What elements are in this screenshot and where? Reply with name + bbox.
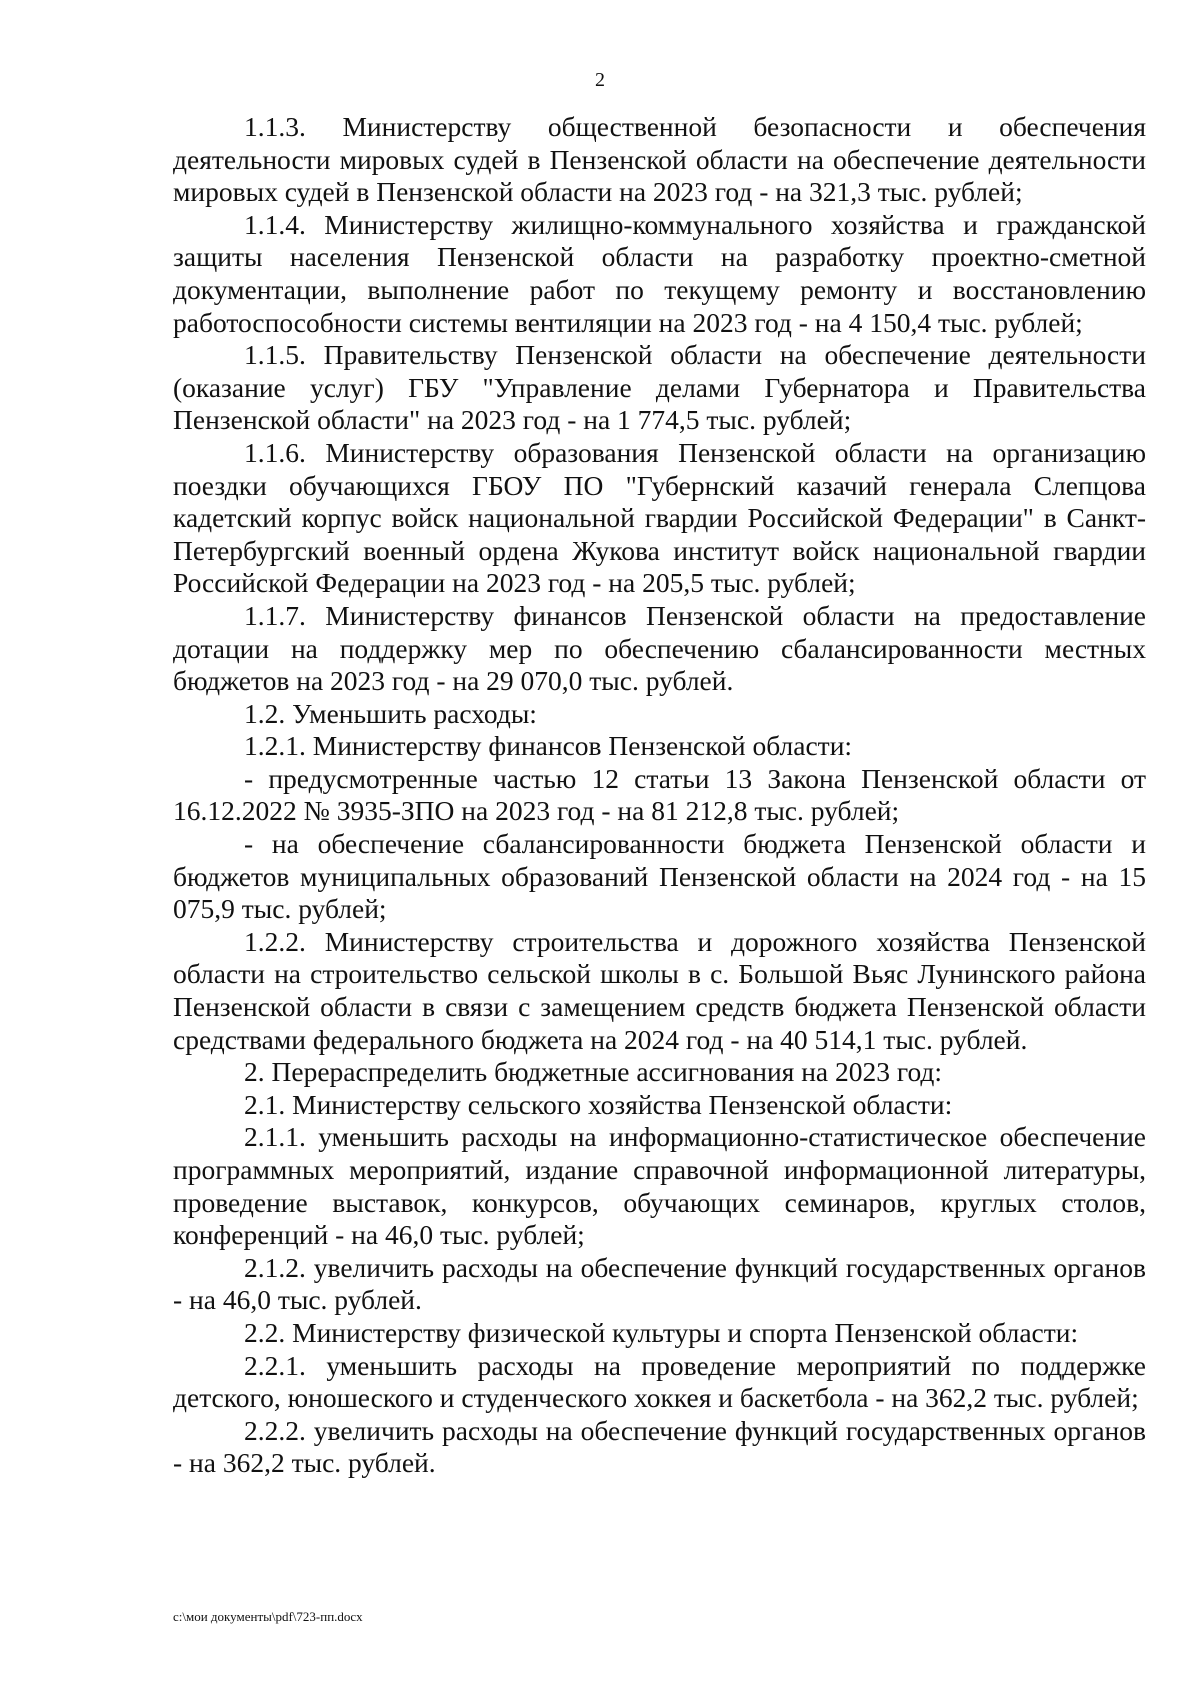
paragraph-1-1-6: 1.1.6. Министерству образования Пензенской области на организацию поездки обучающихся ГБОУ ПО "Губернский казачий генерала Слепцова кадетский корпус войск национальной гвардии Российской Федерации" в Санкт-Петербургский военный ордена Жукова институт войск национальной гвардии Российской Федерации на 2023 год - на 205,5 тыс. рублей; bbox=[173, 436, 1146, 599]
paragraph-2-1-1: 2.1.1. уменьшить расходы на информационно-статистическое обеспечение программных мероприятий, издание справочной информационной литературы, проведение выставок, конкурсов, обучающих семинаров, круглых столов, конференций - на 46,0 тыс. рублей; bbox=[173, 1121, 1146, 1251]
paragraph-2-2: 2.2. Министерству физической культуры и спорта Пензенской области: bbox=[244, 1316, 1079, 1348]
paragraph-2-2-2: 2.2.2. увеличить расходы на обеспечение функций государственных органов - на 362,2 тыс. рублей. bbox=[173, 1414, 1146, 1479]
paragraph-1-2-2: 1.2.2. Министерству строительства и дорожного хозяйства Пензенской области на строительство сельской школы в с. Большой Вьяс Лунинского района Пензенской области в связи с замещением средств бюджета Пензенской области средствами федерального бюджета на 2024 год - на 40 514,1 тыс. рублей. bbox=[173, 925, 1146, 1055]
paragraph-2-1: 2.1. Министерству сельского хозяйства Пензенской области: bbox=[244, 1088, 953, 1120]
paragraph-1-1-4: 1.1.4. Министерству жилищно-коммунального хозяйства и гражданской защиты населения Пензенской области на разработку проектно-сметной документации, выполнение работ по текущему ремонту и восстановлению работоспособности системы вентиляции на 2023 год - на 4 150,4 тыс. рублей; bbox=[173, 208, 1146, 338]
document-body bbox=[173, 111, 1146, 1480]
file-path-footer: c:\мои документы\pdf\723-пп.docx bbox=[173, 1609, 363, 1624]
paragraph-1-2-1-item-1: - предусмотренные частью 12 статьи 13 Закона Пензенской области от 16.12.2022 № 3935-ЗПО на 2023 год - на 81 212,8 тыс. рублей; bbox=[173, 762, 1146, 827]
paragraph-1-1-3: 1.1.3. Министерству общественной безопасности и обеспечения деятельности мировых судей в Пензенской области на обеспечение деятельности мировых судей в Пензенской области на 2023 год - на 321,3 тыс. рублей; bbox=[173, 111, 1146, 208]
paragraph-1-2-1-item-2: - на обеспечение сбалансированности бюджета Пензенской области и бюджетов муниципальных образований Пензенской области на 2024 год - на 15 075,9 тыс. рублей; bbox=[173, 828, 1146, 925]
page-number: 2 bbox=[595, 69, 605, 91]
paragraph-2-2-1: 2.2.1. уменьшить расходы на проведение мероприятий по поддержке детского, юношеского и студенческого хоккея и баскетбола - на 362,2 тыс. рублей; bbox=[173, 1349, 1146, 1414]
paragraph-1-1-5: 1.1.5. Правительству Пензенской области на обеспечение деятельности (оказание услуг) ГБУ "Управление делами Губернатора и Правительства Пензенской области" на 2023 год - на 1 774,5 тыс. рублей; bbox=[173, 339, 1146, 436]
paragraph-1-2-1: 1.2.1. Министерству финансов Пензенской области: bbox=[244, 730, 853, 762]
paragraph-2: 2. Перераспределить бюджетные ассигнования на 2023 год: bbox=[244, 1056, 943, 1088]
paragraph-1-1-7: 1.1.7. Министерству финансов Пензенской области на предоставление дотации на поддержку мер по обеспечению сбалансированности местных бюджетов на 2023 год - на 29 070,0 тыс. рублей. bbox=[173, 599, 1146, 697]
paragraph-2-1-2: 2.1.2. увеличить расходы на обеспечение функций государственных органов - на 46,0 тыс. рублей. bbox=[173, 1251, 1146, 1316]
paragraph-1-2: 1.2. Уменьшить расходы: bbox=[244, 697, 537, 729]
